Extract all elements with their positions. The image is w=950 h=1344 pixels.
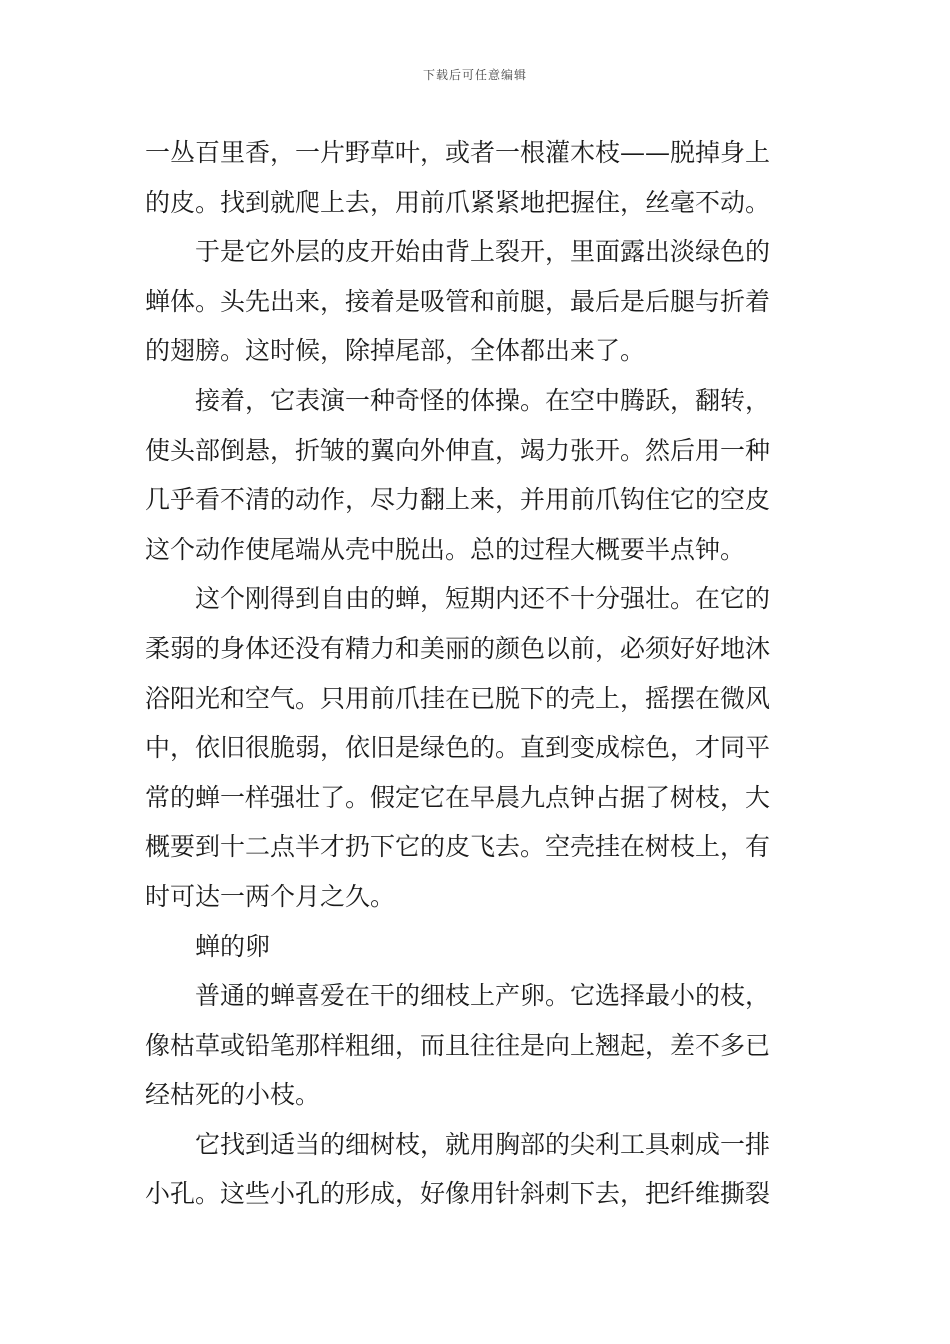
text-line: 普通的蝉喜爱在干的细枝上产卵。它选择最小的枝， [195,981,771,1011]
text-line: 的翅膀。这时候，除掉尾部，全体都出来了。 [145,336,646,366]
document-body [145,128,815,1219]
text-line: 的皮。找到就爬上去，用前爪紧紧地把握住，丝毫不动。 [145,187,771,217]
text-line: 像枯草或铅笔那样粗细，而且往往是向上翘起，差不多已 [145,1030,771,1060]
text-line: 使头部倒悬，折皱的翼向外伸直，竭力张开。然后用一种 [145,435,771,465]
text-line: 蝉的卵 [195,931,271,961]
text-line: 小孔。这些小孔的形成，好像用针斜刺下去，把纤维撕裂 [145,1179,771,1209]
text-line: 常的蝉一样强壮了。假定它在早晨九点钟占据了树枝，大 [145,782,771,812]
page-header: 下载后可任意编辑 [422,68,527,82]
text-line: 它找到适当的细树枝，就用胸部的尖利工具刺成一排 [195,1129,771,1159]
text-line: 接着，它表演一种奇怪的体操。在空中腾跃，翻转， [195,385,771,415]
text-line: 概要到十二点半才扔下它的皮飞去。空壳挂在树枝上，有 [145,832,771,862]
text-line: 柔弱的身体还没有精力和美丽的颜色以前，必须好好地沐 [145,633,771,663]
text-line: 这个动作使尾端从壳中脱出。总的过程大概要半点钟。 [145,534,746,564]
text-line: 中，依旧很脆弱，依旧是绿色的。直到变成棕色，才同平 [145,733,771,763]
text-line: 时可达一两个月之久。 [145,881,396,911]
text-line: 于是它外层的皮开始由背上裂开，里面露出淡绿色的 [195,237,771,267]
text-line: 蝉体。头先出来，接着是吸管和前腿，最后是后腿与折着 [145,286,771,316]
text-line: 几乎看不清的动作，尽力翻上来，并用前爪钩住它的空皮 [145,485,771,515]
text-line: 经枯死的小枝。 [145,1080,321,1110]
text-line: 一丛百里香，一片野草叶，或者一根灌木枝——脱掉身上 [145,138,771,167]
text-line: 这个刚得到自由的蝉，短期内还不十分强壮。在它的 [195,584,771,614]
text-line: 浴阳光和空气。只用前爪挂在已脱下的壳上，摇摆在微风 [145,683,771,713]
